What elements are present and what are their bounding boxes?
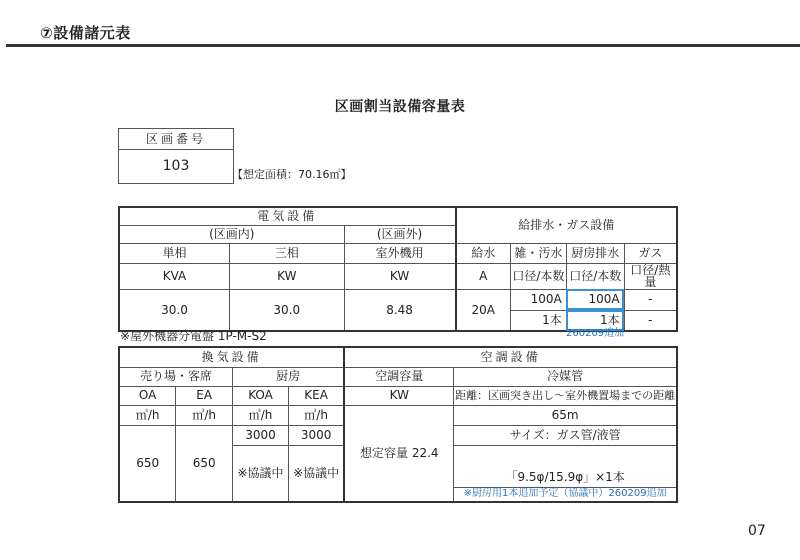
unit-number-value: 103 [162, 158, 190, 174]
electric-outside-label: (区画外) [344, 225, 456, 243]
aircon-size-label: サイズ：ガス管/液管 [454, 425, 677, 445]
aircon-pipe-spec: 「9.5φ/15.9φ」×1本 [454, 445, 677, 487]
value-drain-diameter: 100A [510, 289, 566, 310]
value-kitchen-drain-count: 1本 [566, 310, 624, 331]
value-gas-1: - [624, 289, 677, 310]
electric-title: 電気設備 [119, 207, 456, 225]
panel-note: ※屋外機器分電盤 1P-M-S2 [120, 329, 267, 343]
value-gas-2: - [624, 310, 677, 331]
value-water-supply: 20A [456, 289, 511, 331]
unit-kea: ㎥/h [288, 405, 344, 425]
area-note: 【想定面積：70.16㎡】 [232, 168, 352, 181]
aircon-pipe-note: ※厨房用1本追加予定（協議中）260209追加 [454, 487, 677, 502]
unit-drain: 口径/本数 [510, 263, 566, 289]
col-ea: EA [176, 386, 233, 405]
col-outdoor-unit: 室外機用 [344, 243, 456, 263]
ventilation-title: 換気設備 [119, 347, 344, 367]
section-divider [6, 44, 800, 47]
value-koa-top: 3000 [233, 425, 289, 445]
ventilation-aircon-table [118, 346, 678, 503]
aircon-title: 空調設備 [344, 347, 677, 367]
unit-kw-three: KW [230, 263, 345, 289]
unit-kw-outdoor: KW [344, 263, 456, 289]
unit-kva: KVA [119, 263, 230, 289]
plumbing-title: 給排水・ガス設備 [456, 207, 677, 243]
value-three-phase: 30.0 [230, 289, 345, 331]
col-single-phase: 単相 [119, 243, 230, 263]
unit-number-header: 区画番号 [119, 129, 233, 150]
unit-water: A [456, 263, 511, 289]
unit-oa: ㎥/h [119, 405, 176, 425]
value-outdoor-unit: 8.48 [344, 289, 456, 331]
unit-koa: ㎥/h [233, 405, 289, 425]
aircon-distance-value: 65m [454, 405, 677, 425]
electric-plumbing-table [118, 206, 678, 332]
col-kea: KEA [288, 386, 344, 405]
col-oa: OA [119, 386, 176, 405]
value-kea-top: 3000 [288, 425, 344, 445]
section-title: ⑦設備諸元表 [40, 24, 131, 42]
page-number: 07 [748, 523, 766, 539]
addition-note: 260209追加 [566, 328, 625, 339]
electric-inside-label: (区画内) [119, 225, 344, 243]
col-gas: ガス [624, 243, 677, 263]
value-single-phase: 30.0 [119, 289, 230, 331]
aircon-distance-label: 距離：区画突き出し～室外機置場までの距離 [454, 386, 677, 405]
col-drain: 雑・汚水 [510, 243, 566, 263]
unit-ea: ㎥/h [176, 405, 233, 425]
aircon-pipe-header: 冷媒管 [454, 367, 677, 386]
ventilation-sales-area: 売り場・客席 [119, 367, 233, 386]
unit-kitchen-drain: 口径/本数 [566, 263, 624, 289]
aircon-capacity-unit: KW [344, 386, 454, 405]
value-ea: 650 [176, 425, 233, 502]
aircon-capacity-value: 想定容量 22.4 [344, 405, 454, 502]
col-koa: KOA [233, 386, 289, 405]
unit-gas: 口径/熱量 [624, 263, 677, 289]
value-koa-bottom: ※協議中 [233, 445, 289, 502]
value-kitchen-drain-diameter: 100A [566, 289, 624, 310]
ventilation-kitchen: 厨房 [233, 367, 345, 386]
col-three-phase: 三相 [230, 243, 345, 263]
value-oa: 650 [119, 425, 176, 502]
col-kitchen-drain: 厨房排水 [566, 243, 624, 263]
aircon-capacity-header: 空調容量 [344, 367, 454, 386]
value-kea-bottom: ※協議中 [288, 445, 344, 502]
value-drain-count: 1本 [510, 310, 566, 331]
document-title: 区画割当設備容量表 [334, 99, 466, 115]
unit-number-box [118, 128, 234, 184]
col-water-supply: 給水 [456, 243, 511, 263]
